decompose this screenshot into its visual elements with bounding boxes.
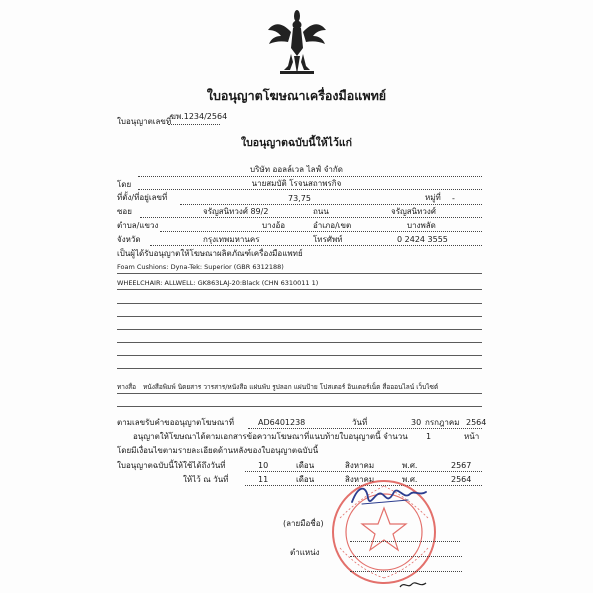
signatory-title-line-2 xyxy=(350,571,462,572)
valid-year: 2567 xyxy=(451,461,472,470)
blank-rule xyxy=(117,368,482,369)
signatory-title-line xyxy=(350,556,462,557)
issued-year-label: พ.ศ. xyxy=(402,475,418,484)
blank-rule xyxy=(117,329,482,330)
product-rule xyxy=(117,289,482,290)
valid-label: ใบอนุญาตฉบับนี้ให้ใช้ได้ถึงวันที่ xyxy=(117,461,226,470)
handwritten-signature-icon xyxy=(348,482,428,510)
issued-year: 2564 xyxy=(451,475,472,484)
permit-number-value: ฆพ.1234/2564 xyxy=(170,112,228,121)
media-value: หนังสือพิมพ์ นิตยสาร วารสาร/หนังสือ แผ่นพับ รูปลอก แผ่นป้าย โปสเตอร์ อินเตอร์เน็ต สื่อออนไลน์ เว็บไซต์ xyxy=(143,383,439,391)
document-subtitle: ใบอนุญาตฉบับนี้ให้ไว้แก่ xyxy=(241,137,352,149)
soi-value: จรัญสนิทวงศ์ 89/2 xyxy=(203,207,269,216)
valid-line xyxy=(245,471,482,472)
issued-day: 11 xyxy=(258,475,269,484)
request-day: 30 xyxy=(411,418,422,427)
subdistrict-line xyxy=(160,231,482,232)
request-label: ตามเลขรับคำขออนุญาตโฆษณาที่ xyxy=(117,418,235,427)
road-value: จรัญสนิทวงศ์ xyxy=(391,207,436,216)
product-rule xyxy=(117,273,482,274)
moo-label: หมู่ที่ xyxy=(425,193,441,202)
blank-rule xyxy=(117,303,482,304)
moo-value: - xyxy=(452,194,455,203)
request-year: 2564 xyxy=(466,418,487,427)
attach-unit: หน้า xyxy=(464,432,480,441)
road-label: ถนน xyxy=(313,207,329,216)
location-label: ที่ตั้ง/ที่อยู่เลขที่ xyxy=(117,193,168,202)
province-label: จังหวัด xyxy=(117,235,141,244)
request-line xyxy=(248,428,482,429)
company-name: บริษัท ออลล์เวล ไลฟ์ จำกัด xyxy=(250,165,343,174)
attach-count: 1 xyxy=(426,432,432,441)
signature-label: (ลายมือชื่อ) xyxy=(283,519,324,528)
valid-month-label: เดือน xyxy=(296,461,315,470)
product-item: WHEELCHAIR: ALLWELL: GK863LAJ-20:Black (CHN 6310011 1) xyxy=(117,279,319,287)
blank-rule xyxy=(117,342,482,343)
by-label: โดย xyxy=(117,180,132,189)
permit-number-line xyxy=(168,124,220,125)
by-line xyxy=(138,189,482,190)
initial-signature-icon xyxy=(398,580,428,590)
media-rule xyxy=(117,393,482,394)
request-value: AD6401238 xyxy=(258,418,306,427)
phone-value: 0 2424 3555 xyxy=(397,235,448,244)
district-value: บางพลัด xyxy=(407,221,436,230)
valid-year-label: พ.ศ. xyxy=(402,461,418,470)
issued-month: สิงหาคม xyxy=(345,475,375,484)
district-label: อำเภอ/เขต xyxy=(313,221,352,230)
attach-text: อนุญาตให้โฆษณาได้ตามเอกสารข้อความโฆษณาที่แนบท้ายใบอนุญาตนี้ จำนวน xyxy=(133,432,408,441)
valid-day: 10 xyxy=(258,461,269,470)
location-line xyxy=(180,204,482,205)
soi-line xyxy=(140,217,482,218)
province-value: กรุงเทพมหานคร xyxy=(203,235,260,244)
conditions-text: โดยมีเงื่อนไขตามรายละเอียดด้านหลังของใบอนุญาตฉบับนี้ xyxy=(117,446,319,455)
media-label: ทางสื่อ xyxy=(117,383,136,391)
document-title: ใบอนุญาตโฆษณาเครื่องมือแพทย์ xyxy=(206,88,387,103)
request-month: กรกฎาคม xyxy=(425,418,460,427)
permit-number-label: ใบอนุญาตเลขที่ xyxy=(117,117,172,126)
subdistrict-value: บางอ้อ xyxy=(262,221,286,230)
blank-rule xyxy=(117,406,482,407)
blank-rule xyxy=(117,355,482,356)
issued-month-label: เดือน xyxy=(296,475,315,484)
valid-month: สิงหาคม xyxy=(345,461,375,470)
garuda-emblem-icon xyxy=(266,8,328,76)
subdistrict-label: ตำบล/แขวง xyxy=(117,221,159,230)
province-line xyxy=(150,245,482,246)
signatory-name-line xyxy=(350,541,460,542)
by-value: นายสมบัติ โรจนสถาพรกิจ xyxy=(251,179,342,188)
location-value: 73,75 xyxy=(288,194,311,203)
phone-label: โทรศัพท์ xyxy=(313,235,343,244)
product-item: Foam Cushions: Dyna-Tek: Superior (GBR 6312188) xyxy=(117,263,284,271)
issued-label: ให้ไว้ ณ วันที่ xyxy=(183,475,229,484)
soi-label: ซอย xyxy=(117,207,132,216)
company-line xyxy=(138,176,482,177)
position-label: ตำแหน่ง xyxy=(290,548,320,557)
request-date-label: วันที่ xyxy=(352,418,368,427)
advert-line: เป็นผู้ได้รับอนุญาตให้โฆษณาผลิตภัณฑ์เครื่องมือแพทย์ xyxy=(117,249,303,258)
blank-rule xyxy=(117,316,482,317)
